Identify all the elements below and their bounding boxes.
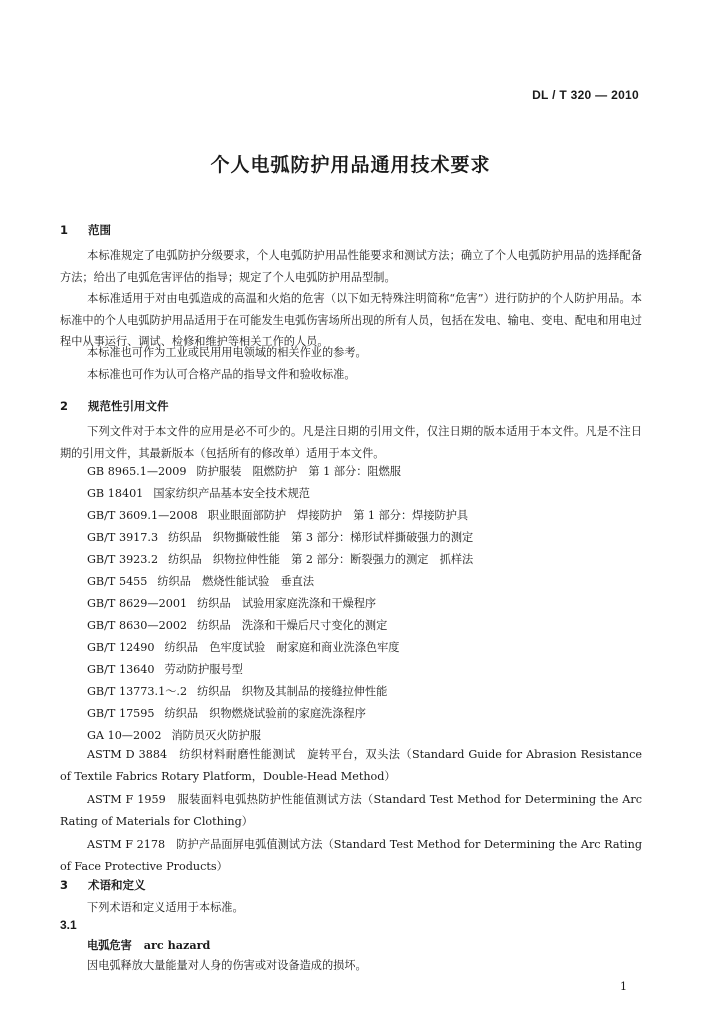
reference-item: GB/T 8630—2002 纺织品 洗涤和干燥后尺寸变化的测定 bbox=[87, 619, 388, 632]
paragraph: 下列文件对于本文件的应用是必不可少的。凡是注日期的引用文件，仅注日期的版本适用于本文件。凡是不注日期的引用文件，其最新版本（包括所有的修改单）适用于本文件。 bbox=[60, 425, 642, 460]
term-entry bbox=[87, 937, 210, 953]
reference-item: GB/T 3609.1—2008 职业眼面部防护 焊接防护 第 1 部分：焊接防护具 bbox=[87, 509, 469, 522]
reference-item: GB/T 8629—2001 纺织品 试验用家庭洗涤和干燥程序 bbox=[87, 597, 377, 610]
reference-item: GB/T 13640 劳动防护服号型 bbox=[87, 663, 243, 676]
page-title: 个人电弧防护用品通用技术要求 bbox=[210, 154, 491, 176]
reference-item: GB/T 13773.1～.2 纺织品 织物及其制品的接缝拉伸性能 bbox=[87, 685, 388, 698]
reference-item-long: ASTM D 3884 纺织材料耐磨性能测试 旋转平台，双头法（Standard Guide for Abrasion Resistance of Textile Fabrics Rotary Platform，Double-Head Method） bbox=[60, 748, 642, 783]
section-1-heading bbox=[60, 222, 111, 238]
page-number: 1 bbox=[620, 980, 627, 993]
term-chinese: 电弧危害 bbox=[87, 939, 132, 952]
section-title: 术语和定义 bbox=[88, 878, 146, 892]
section-number: 2 bbox=[60, 399, 69, 413]
section-number: 1 bbox=[60, 223, 69, 237]
reference-item: GB/T 5455 纺织品 燃烧性能试验 垂直法 bbox=[87, 575, 315, 588]
reference-item: GA 10—2002 消防员灭火防护服 bbox=[87, 729, 261, 742]
reference-item: GB/T 3923.2 纺织品 织物拉伸性能 第 2 部分：断裂强力的测定 抓样法 bbox=[87, 553, 474, 566]
term-definition: 因电弧释放大量能量对人身的伤害或对设备造成的损坏。 bbox=[87, 959, 367, 972]
reference-item: GB 8965.1—2009 防护服装 阻燃防护 第 1 部分：阻燃服 bbox=[87, 465, 401, 478]
term-number: 3.1 bbox=[60, 918, 77, 932]
reference-item: GB/T 3917.3 纺织品 织物撕破性能 第 3 部分：梯形试样撕破强力的测定 bbox=[87, 531, 474, 544]
paragraph: 下列术语和定义适用于本标准。 bbox=[87, 901, 244, 914]
paragraph: 本标准适用于对由电弧造成的高温和火焰的危害（以下如无特殊注明简称“危害”）进行防护的个人防护用品。本标准中的个人电弧防护用品适用于在可能发生电弧伤害场所出现的所有人员，包括在发电、输电、变电、配电和用电过程中从事运行、调试、检修和维护等相关工作的人员。 bbox=[60, 292, 642, 348]
reference-item-long: ASTM F 1959 服装面料电弧热防护性能值测试方法（Standard Test Method for Determining the Arc Rating of Materials for Clothing） bbox=[60, 793, 642, 828]
paragraph: 本标准规定了电弧防护分级要求，个人电弧防护用品性能要求和测试方法；确立了个人电弧防护用品的选择配备方法；给出了电弧危害评估的指导；规定了个人电弧防护用品型制。 bbox=[60, 249, 642, 284]
reference-item: GB/T 12490 纺织品 色牢度试验 耐家庭和商业洗涤色牢度 bbox=[87, 641, 400, 654]
paragraph: 本标准也可作为认可合格产品的指导文件和验收标准。 bbox=[87, 368, 356, 381]
section-number: 3 bbox=[60, 878, 69, 892]
term-english: arc hazard bbox=[143, 938, 211, 952]
reference-item: GB/T 17595 纺织品 织物燃烧试验前的家庭洗涤程序 bbox=[87, 707, 366, 720]
section-title: 范围 bbox=[88, 223, 111, 237]
standard-code: DL / T 320 — 2010 bbox=[532, 88, 639, 102]
reference-item: GB 18401 国家纺织产品基本安全技术规范 bbox=[87, 487, 310, 500]
section-title: 规范性引用文件 bbox=[88, 399, 169, 413]
section-2-heading bbox=[60, 398, 169, 414]
reference-item-long: ASTM F 2178 防护产品面屏电弧值测试方法（Standard Test Method for Determining the Arc Rating of Face Protective Products） bbox=[60, 838, 642, 873]
paragraph: 本标准也可作为工业或民用用电领域的相关作业的参考。 bbox=[87, 346, 367, 359]
section-3-heading bbox=[60, 877, 146, 893]
